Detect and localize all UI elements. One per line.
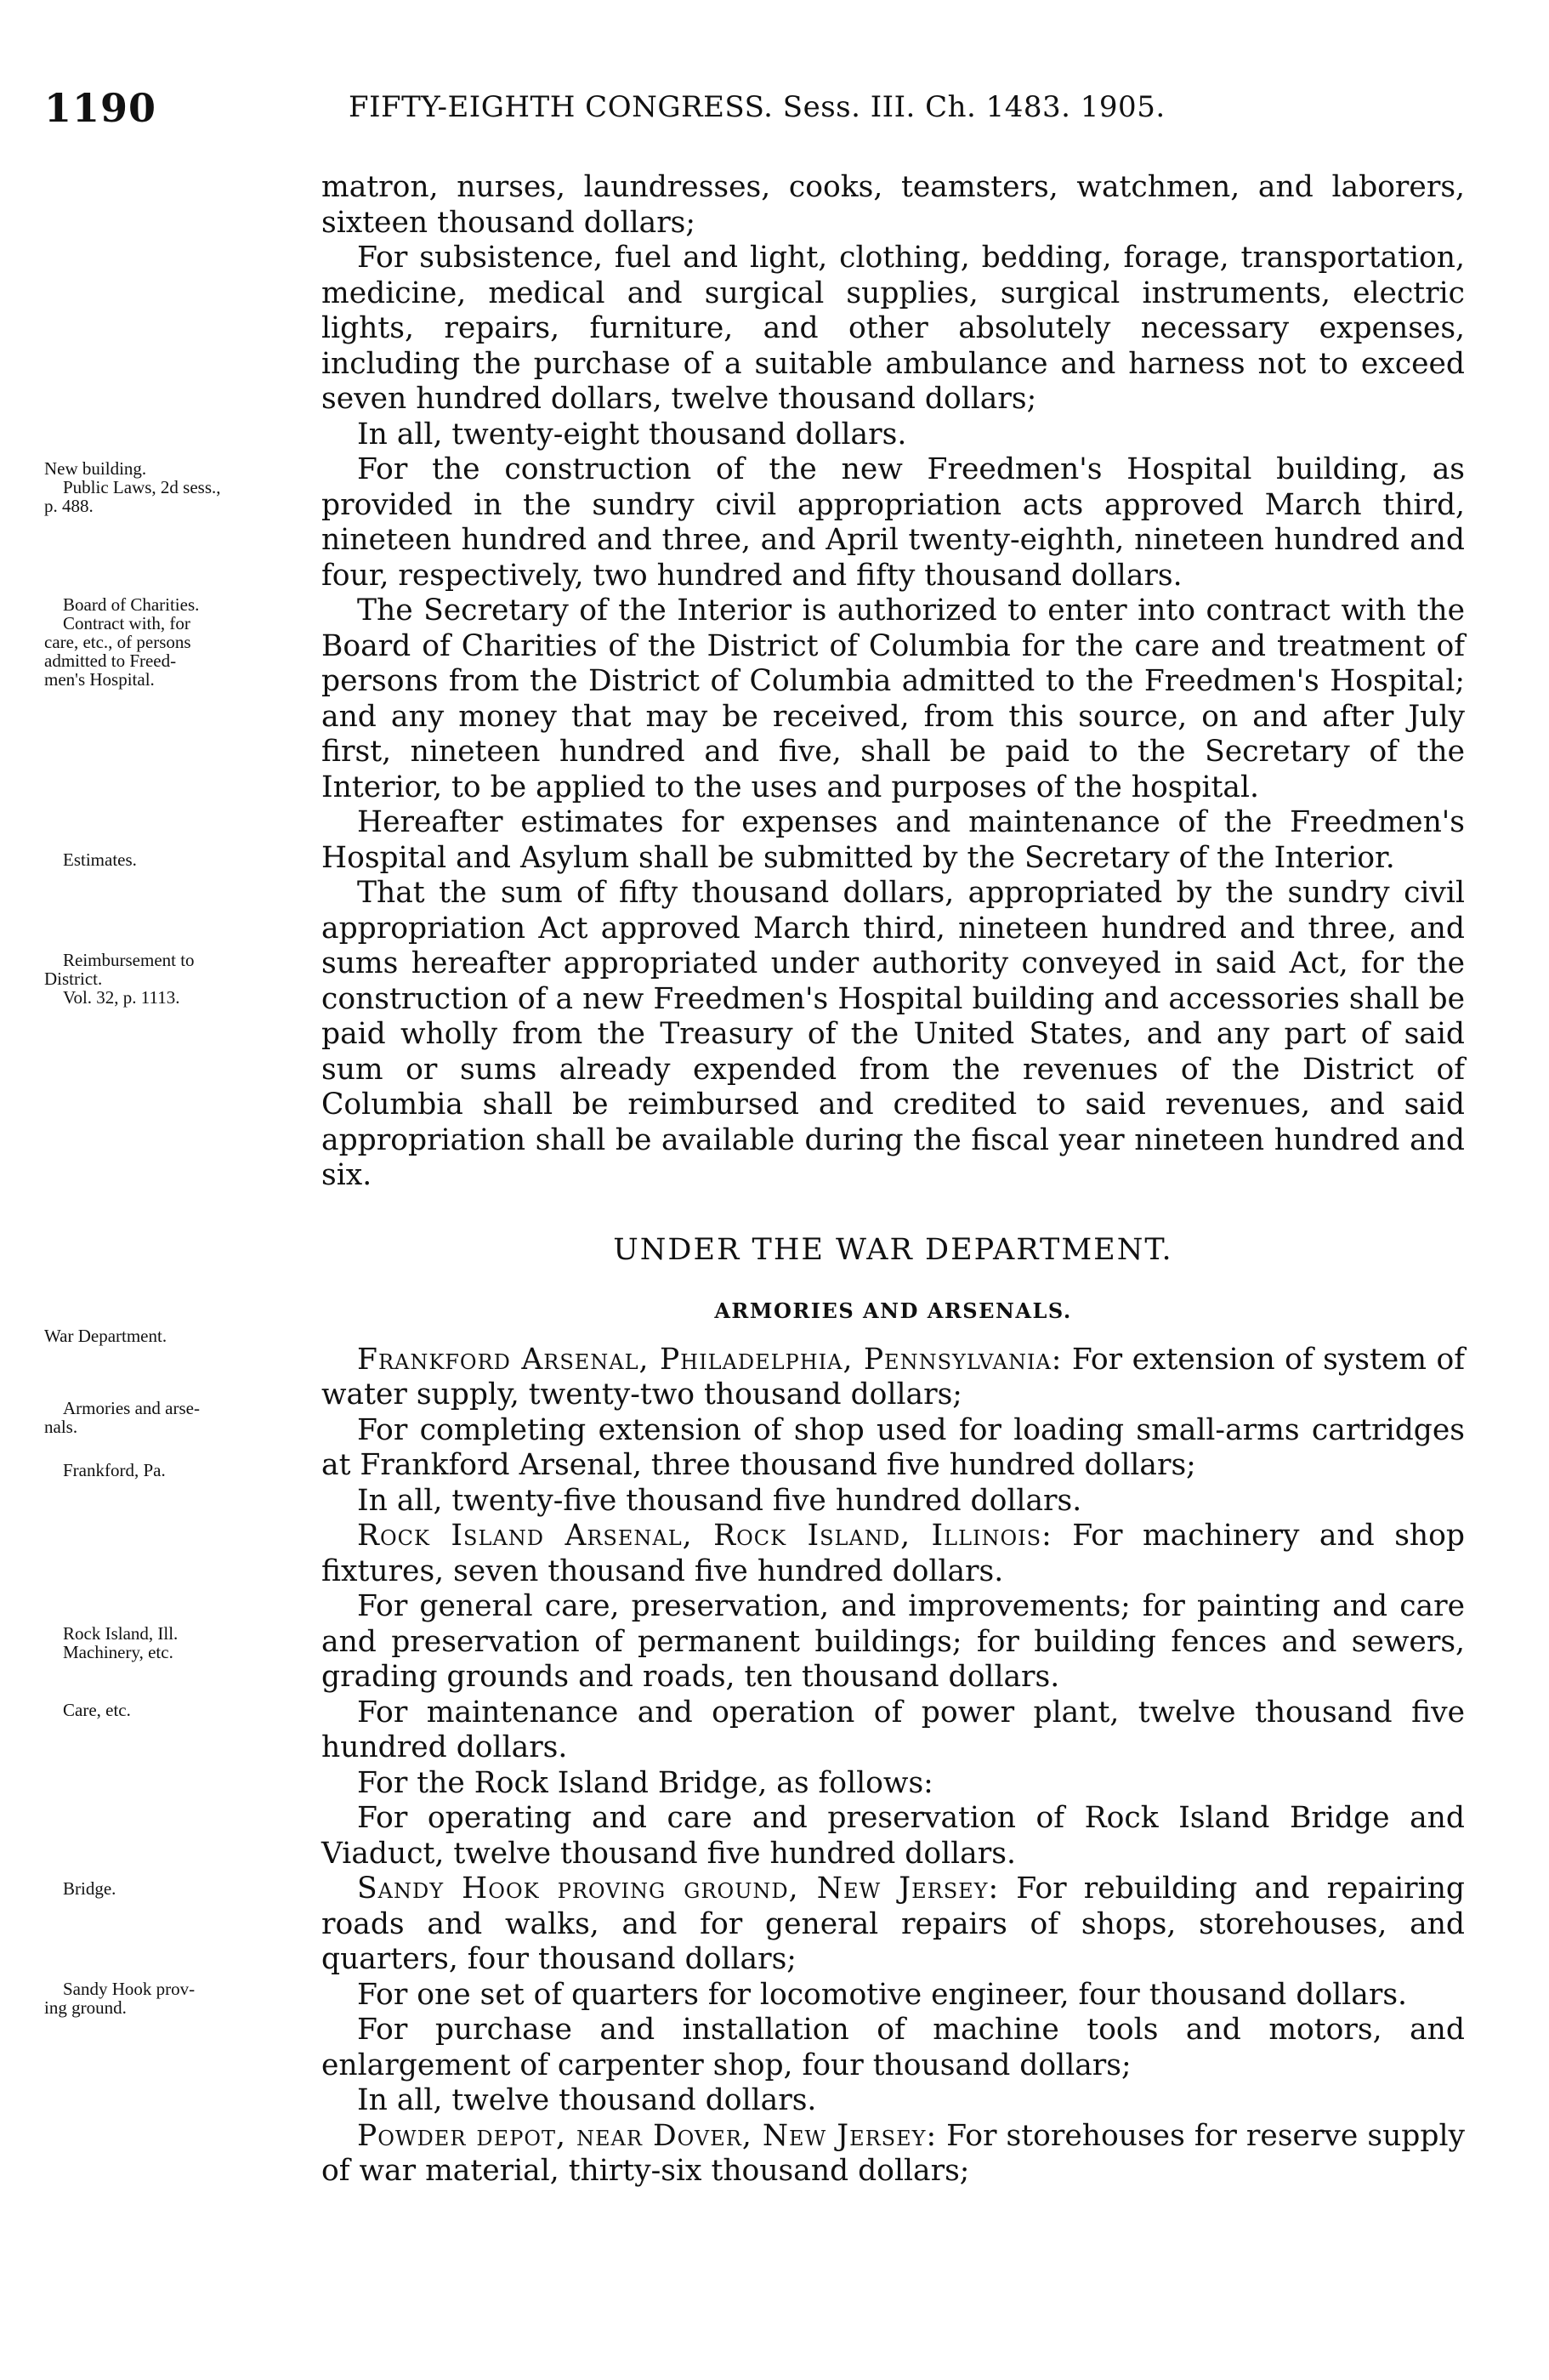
margin-note-line: New building. <box>44 458 147 479</box>
margin-note-line: admitted to Freed- <box>44 650 177 671</box>
paragraph-lead: Sandy Hook proving ground, New Jersey: <box>357 1872 1000 1906</box>
paragraph: In all, twenty-eight thousand dollars. <box>357 417 907 452</box>
margin-note-line: Bridge. <box>63 1878 116 1899</box>
paragraph-lead: Powder depot, near Dover, New Jersey: <box>357 2118 938 2153</box>
paragraph <box>321 1872 1465 1978</box>
paragraph <box>321 2119 1465 2190</box>
margin-note-line: p. 488. <box>44 496 94 516</box>
margin-note-line: Reimbursement to <box>63 950 195 970</box>
paragraph-lead: Rock Island Arsenal, Rock Island, Illinois: <box>357 1519 1053 1553</box>
margin-note-reimbursement <box>44 951 316 1007</box>
running-head: FIFTY-EIGHTH CONGRESS. Sess. III. Ch. 1483. 1905. <box>349 90 1166 124</box>
margin-note-armories <box>44 1399 316 1436</box>
paragraph: The Secretary of the Interior is authorized to enter into contract with the Board of Charities of the District of Columbia for the care and treatment of persons from the District of Columbia admitted to the Freedmen's Hospital; and any money that may be received, from this source, on and after July first, nineteen hundred and five, shall be paid to the Secretary of the Interior, to be applied to the uses and purposes of the hospital. <box>321 594 1465 804</box>
margin-note-line: nals. <box>44 1417 78 1437</box>
paragraph: For purchase and installation of machine tools and motors, and enlargement of carpenter shop, four thousand dollars; <box>321 2013 1465 2082</box>
margin-note-line: Armories and arse- <box>63 1398 200 1418</box>
paragraph-text: For machinery and shop fixtures, seven thousand five hundred dollars. <box>321 1519 1466 1588</box>
margin-note-new-building <box>44 459 316 515</box>
paragraph-text: For extension of system of water supply, twenty-two thousand dollars; <box>321 1342 1465 1412</box>
margin-note-line: Vol. 32, p. 1113. <box>63 987 180 1008</box>
margin-note-line: War Department. <box>44 1326 167 1346</box>
body-text-column <box>321 170 1465 2190</box>
margin-note-line: Machinery, etc. <box>63 1642 173 1662</box>
margin-note-line: Contract with, for <box>63 613 190 633</box>
paragraph: That the sum of fifty thousand dollars, appropriated by the sundry civil appropriation Act approved March third, nineteen hundred and three, and sums hereafter appropriated under authority conveyed in said Act, for the construction of a new Freedmen's Hospital building and accessories shall be paid wholly from the Treasury of the United States, and any part of said sum or sums already expended from the revenues of the District of Columbia shall be reimbursed and credited to said revenues, and said appropriation shall be available during the fiscal year nineteen hundred and six. <box>321 876 1465 1192</box>
margin-note-line: men's Hospital. <box>44 669 155 690</box>
page-header <box>44 85 1464 136</box>
margin-note-frankford <box>44 1461 316 1480</box>
margin-note-care <box>44 1701 316 1719</box>
margin-note-sandy-hook <box>44 1980 316 2017</box>
paragraph: matron, nurses, laundresses, cooks, teamsters, watchmen, and laborers, sixteen thousand dollars; <box>321 170 1465 240</box>
margin-note-line: Frankford, Pa. <box>63 1460 166 1480</box>
paragraph-text: For storehouses for reserve supply of war material, thirty-six thousand dollars; <box>321 2118 1466 2188</box>
paragraph: For subsistence, fuel and light, clothing, bedding, forage, transportation, medicine, medical and surgical supplies, surgical instruments, electric lights, repairs, furniture, and other absolutely necessary expenses, including the purchase of a suitable ambulance and harness not to exceed seven hundred dollars, twelve thousand dollars; <box>321 241 1465 416</box>
margin-note-line: ing ground. <box>44 1997 127 2018</box>
section-heading: UNDER THE WAR DEPARTMENT. <box>613 1232 1173 1267</box>
margin-note-line: care, etc., of persons <box>44 632 191 652</box>
paragraph-text: For rebuilding and repairing roads and walks, and for general repairs of shops, storehouses, and quarters, four thousand dollars; <box>321 1872 1466 1976</box>
margin-note-line: Public Laws, 2d sess., <box>63 477 221 497</box>
paragraph: For operating and care and preservation of Rock Island Bridge and Viaduct, twelve thousand five hundred dollars. <box>321 1801 1465 1871</box>
paragraph: For maintenance and operation of power plant, twelve thousand five hundred dollars. <box>321 1695 1465 1764</box>
paragraph: In all, twelve thousand dollars. <box>357 2083 817 2117</box>
paragraph: For completing extension of shop used for loading small-arms cartridges at Frankford Arsenal, three thousand five hundred dollars; <box>321 1412 1465 1482</box>
page-number: 1190 <box>44 85 157 131</box>
paragraph: Hereafter estimates for expenses and maintenance of the Freedmen's Hospital and Asylum shall be submitted by the Secretary of the Interior. <box>321 805 1465 875</box>
margin-note-line: Care, etc. <box>63 1700 131 1720</box>
paragraph: For general care, preservation, and improvements; for painting and care and preservation of permanent buildings; for building fences and sewers, grading grounds and roads, ten thousand dollars. <box>321 1589 1465 1694</box>
margin-note-rock-island <box>44 1624 316 1661</box>
paragraph-lead: Frankford Arsenal, Philadelphia, Pennsylvania: <box>357 1342 1063 1377</box>
margin-note-line: District. <box>44 968 103 989</box>
margin-note-board-of-charities <box>44 595 316 689</box>
paragraph: For the Rock Island Bridge, as follows: <box>357 1765 933 1800</box>
margin-note-estimates <box>44 850 316 869</box>
margin-note-line: Board of Charities. <box>63 594 200 615</box>
paragraph <box>321 1519 1465 1589</box>
margin-note-bridge <box>44 1879 316 1898</box>
paragraph: For the construction of the new Freedmen's Hospital building, as provided in the sundry civil appropriation acts approved March third, nineteen hundred and three, and April twenty-eighth, nineteen hundred and four, respectively, two hundred and fifty thousand dollars. <box>321 452 1465 593</box>
margin-note-line: Estimates. <box>63 849 137 870</box>
paragraph <box>321 1343 1465 1413</box>
margin-note-war-department <box>44 1326 316 1345</box>
paragraph: In all, twenty-five thousand five hundred dollars. <box>357 1483 1082 1518</box>
paragraph: For one set of quarters for locomotive engineer, four thousand dollars. <box>357 1977 1408 2012</box>
margin-note-line: Rock Island, Ill. <box>63 1623 179 1644</box>
subsection-heading: ARMORIES AND ARSENALS. <box>714 1298 1072 1323</box>
margin-note-line: Sandy Hook prov- <box>63 1979 196 1999</box>
